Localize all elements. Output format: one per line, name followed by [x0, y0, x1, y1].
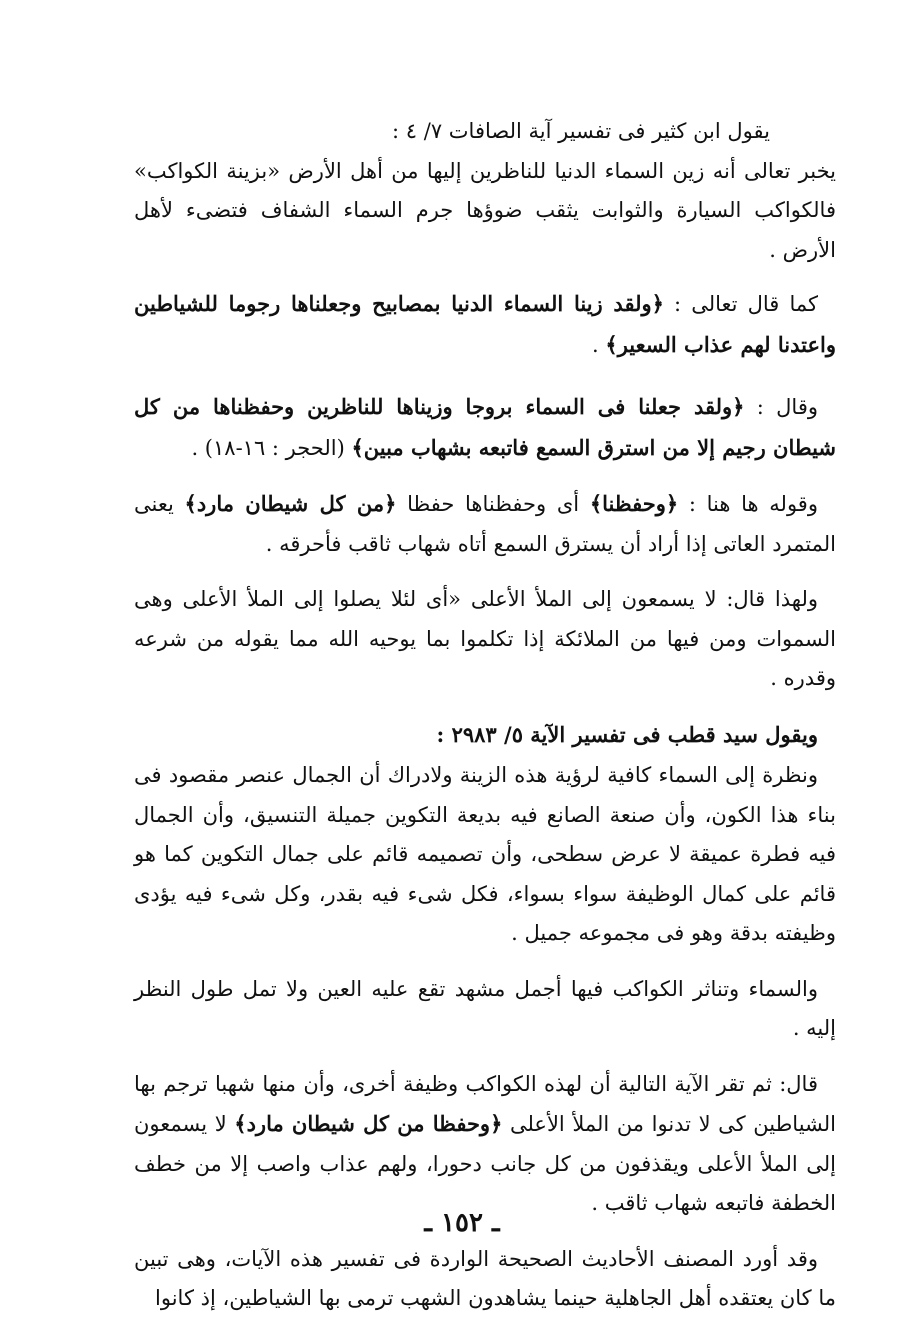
paragraph-hadith	[134, 1240, 836, 1319]
page-number: ـ ١٥٢ ـ	[424, 1208, 500, 1238]
intro-line: يقول ابن كثير فى تفسير آية الصافات ٧/ ٤ :	[392, 119, 770, 143]
paragraph-text: أى وحفظناها حفظا	[396, 492, 590, 516]
quran-quote: ﴿وحفظا من كل شيطان مارد﴾	[234, 1111, 503, 1136]
paragraph-meteors	[134, 1065, 836, 1224]
paragraph-text: ولهذا قال: لا يسمعون إلى الملأ الأعلى «أى لئلا يصلوا إلى الملأ الأعلى وهى السموات ومن فيها من الملائكة إذا تكلموا بما يوحيه الله مما يقوله من شرعه وقدره .	[134, 587, 836, 690]
section-heading: ويقول سيد قطب فى تفسير الآية ٥/ ٢٩٨٣ :	[436, 721, 818, 747]
paragraph-verse-1	[134, 284, 836, 365]
paragraph-text: وقال :	[744, 395, 818, 419]
paragraph-heavens	[134, 580, 836, 699]
paragraph-verse-2	[134, 387, 836, 468]
paragraph-sayyid-qutb	[134, 756, 836, 954]
paragraph-sky	[134, 970, 836, 1049]
paragraph-text: .	[592, 332, 606, 357]
paragraph-text: ونظرة إلى السماء كافية لرؤية هذه الزينة ولادراك أن الجمال عنصر مقصود فى بناء هذا الكون، وأن صنعة الصانع فيه بديعة التكوين جميلة التنسيق، وأن الجمال فيه فطرة عميقة لا عرض سطحى، وأن تصميمه قائم على جمال التكوين كما هو قائم على كمال الوظيفة سواء بسواء، فكل شىء فيه بقدر، وكل شىء فيه يؤدى وظيفته بدقة وهو فى مجموعه جميل .	[134, 763, 836, 945]
paragraph-text: والسماء وتناثر الكواكب فيها أجمل مشهد تقع عليه العين ولا تمل طول النظر إليه .	[134, 976, 836, 1040]
paragraph-text: يخبر تعالى أنه زين السماء الدنيا للناظرين إليها من أهل الأرض «بزينة الكواكب» فالكواكب السيارة والثوابت يثقب ضوؤها جرم السماء الشفاف فتضىء لأهل الأرض .	[134, 158, 836, 262]
paragraph-text: يعنى المتمرد العاتى إذا أراد أن يسترق السمع أتاه شهاب ثاقب فأحرقه .	[134, 492, 836, 556]
quran-quote: ﴿من كل شيطان مارد﴾	[184, 491, 397, 516]
paragraph-text: كما قال تعالى :	[663, 292, 818, 316]
paragraph-explanation	[134, 484, 836, 564]
paragraph-ibn-kathir	[134, 112, 836, 270]
paragraph-text: (الحجر : ١٦-١٨) .	[191, 435, 352, 460]
paragraph-text: وقد أورد المصنف الأحاديث الصحيحة الواردة فى تفسير هذه الآيات، وهى تبين ما كان يعتقده أهل الجاهلية حينما يشاهدون الشهب ترمى بها الشياطين، إذ كانوا	[134, 1246, 836, 1310]
quran-quote: ﴿ولقد جعلنا فى السماء بروجا وزيناها للناظرين وحفظناها من كل شيطان رجيم إلا من استرق السمع فاتبعه بشهاب مبين﴾	[134, 394, 836, 460]
paragraph-text: وقوله ها هنا :	[678, 492, 818, 516]
paragraph-text: قال: ثم تقر الآية التالية أن لهذه الكواكب وظيفة أخرى، وأن منها شهبا ترجم بها الشياطين كى لا تدنوا من الملأ الأعلى	[134, 1071, 836, 1136]
paragraph-text: لا يسمعون إلى الملأ الأعلى ويقذفون من كل جانب دحورا، ولهم عذاب واصب إلا من خطف الخطفة فاتبعه شهاب ثاقب .	[134, 1112, 836, 1215]
quran-quote: ﴿وحفظنا﴾	[589, 491, 679, 516]
quran-quote: ﴿ولقد زينا السماء الدنيا بمصابيح وجعلناها رجوما للشياطين واعتدنا لهم عذاب السعير﴾	[134, 291, 836, 357]
